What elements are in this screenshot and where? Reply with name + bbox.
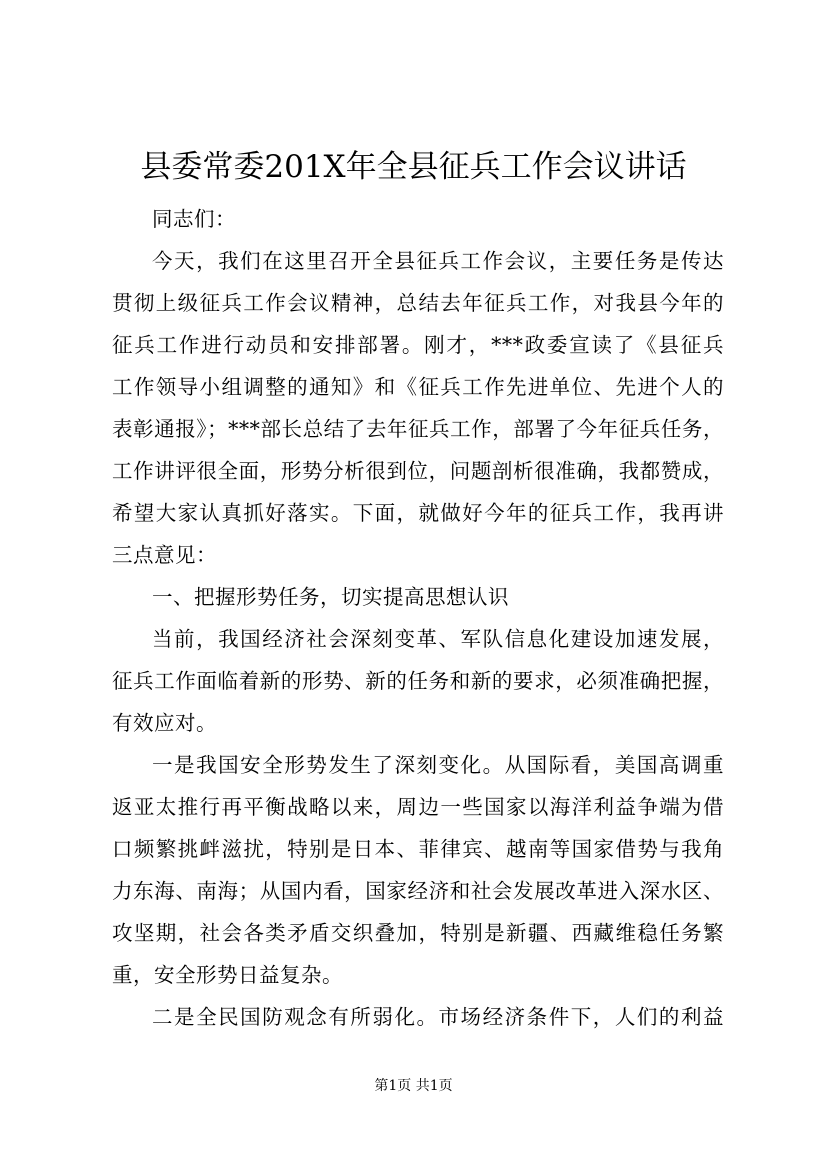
text-line: 同志们： [152, 207, 236, 231]
text-line: 工作领导小组调整的通知》和《征兵工作先进单位、先进个人的 [112, 375, 724, 399]
text-line: 表彰通报》；***部长总结了去年征兵工作，部署了今年征兵任务， [112, 417, 724, 441]
text-line: 返亚太推行再平衡战略以来，周边一些国家以海洋利益争端为借 [112, 795, 724, 819]
text-line: 征兵工作面临着新的形势、新的任务和新的要求，必须准确把握， [112, 669, 724, 693]
text-line: 一是我国安全形势发生了深刻变化。从国际看，美国高调重 [152, 753, 724, 777]
text-line: 重，安全形势日益复杂。 [112, 963, 343, 987]
text-line: 工作讲评很全面，形势分析很到位，问题剖析很准确，我都赞成， [112, 459, 724, 483]
text-line: 攻坚期，社会各类矛盾交织叠加，特别是新疆、西藏维稳任务繁 [112, 921, 724, 945]
text-line: 贯彻上级征兵工作会议精神，总结去年征兵工作，对我县今年的 [112, 291, 724, 315]
text-line: 力东海、南海；从国内看，国家经济和社会发展改革进入深水区、 [112, 879, 724, 903]
text-line: 今天，我们在这里召开全县征兵工作会议，主要任务是传达 [152, 249, 724, 273]
text-line: 一、把握形势任务，切实提高思想认识 [152, 585, 509, 609]
document-title: 县委常委201X年全县征兵工作会议讲话 [140, 149, 687, 185]
text-line: 口频繁挑衅滋扰，特别是日本、菲律宾、越南等国家借势与我角 [112, 837, 724, 861]
page-footer: 第1页 共1页 [374, 1078, 453, 1094]
text-line: 三点意见： [112, 543, 217, 567]
document-body [112, 198, 724, 1038]
text-line: 有效应对。 [112, 711, 217, 735]
text-line: 二是全民国防观念有所弱化。市场经济条件下，人们的利益 [152, 1005, 724, 1029]
text-line: 当前，我国经济社会深刻变革、军队信息化建设加速发展， [152, 627, 724, 651]
text-line: 希望大家认真抓好落实。下面，就做好今年的征兵工作，我再讲 [112, 501, 724, 525]
text-line: 征兵工作进行动员和安排部署。刚才，***政委宣读了《县征兵 [112, 333, 724, 357]
